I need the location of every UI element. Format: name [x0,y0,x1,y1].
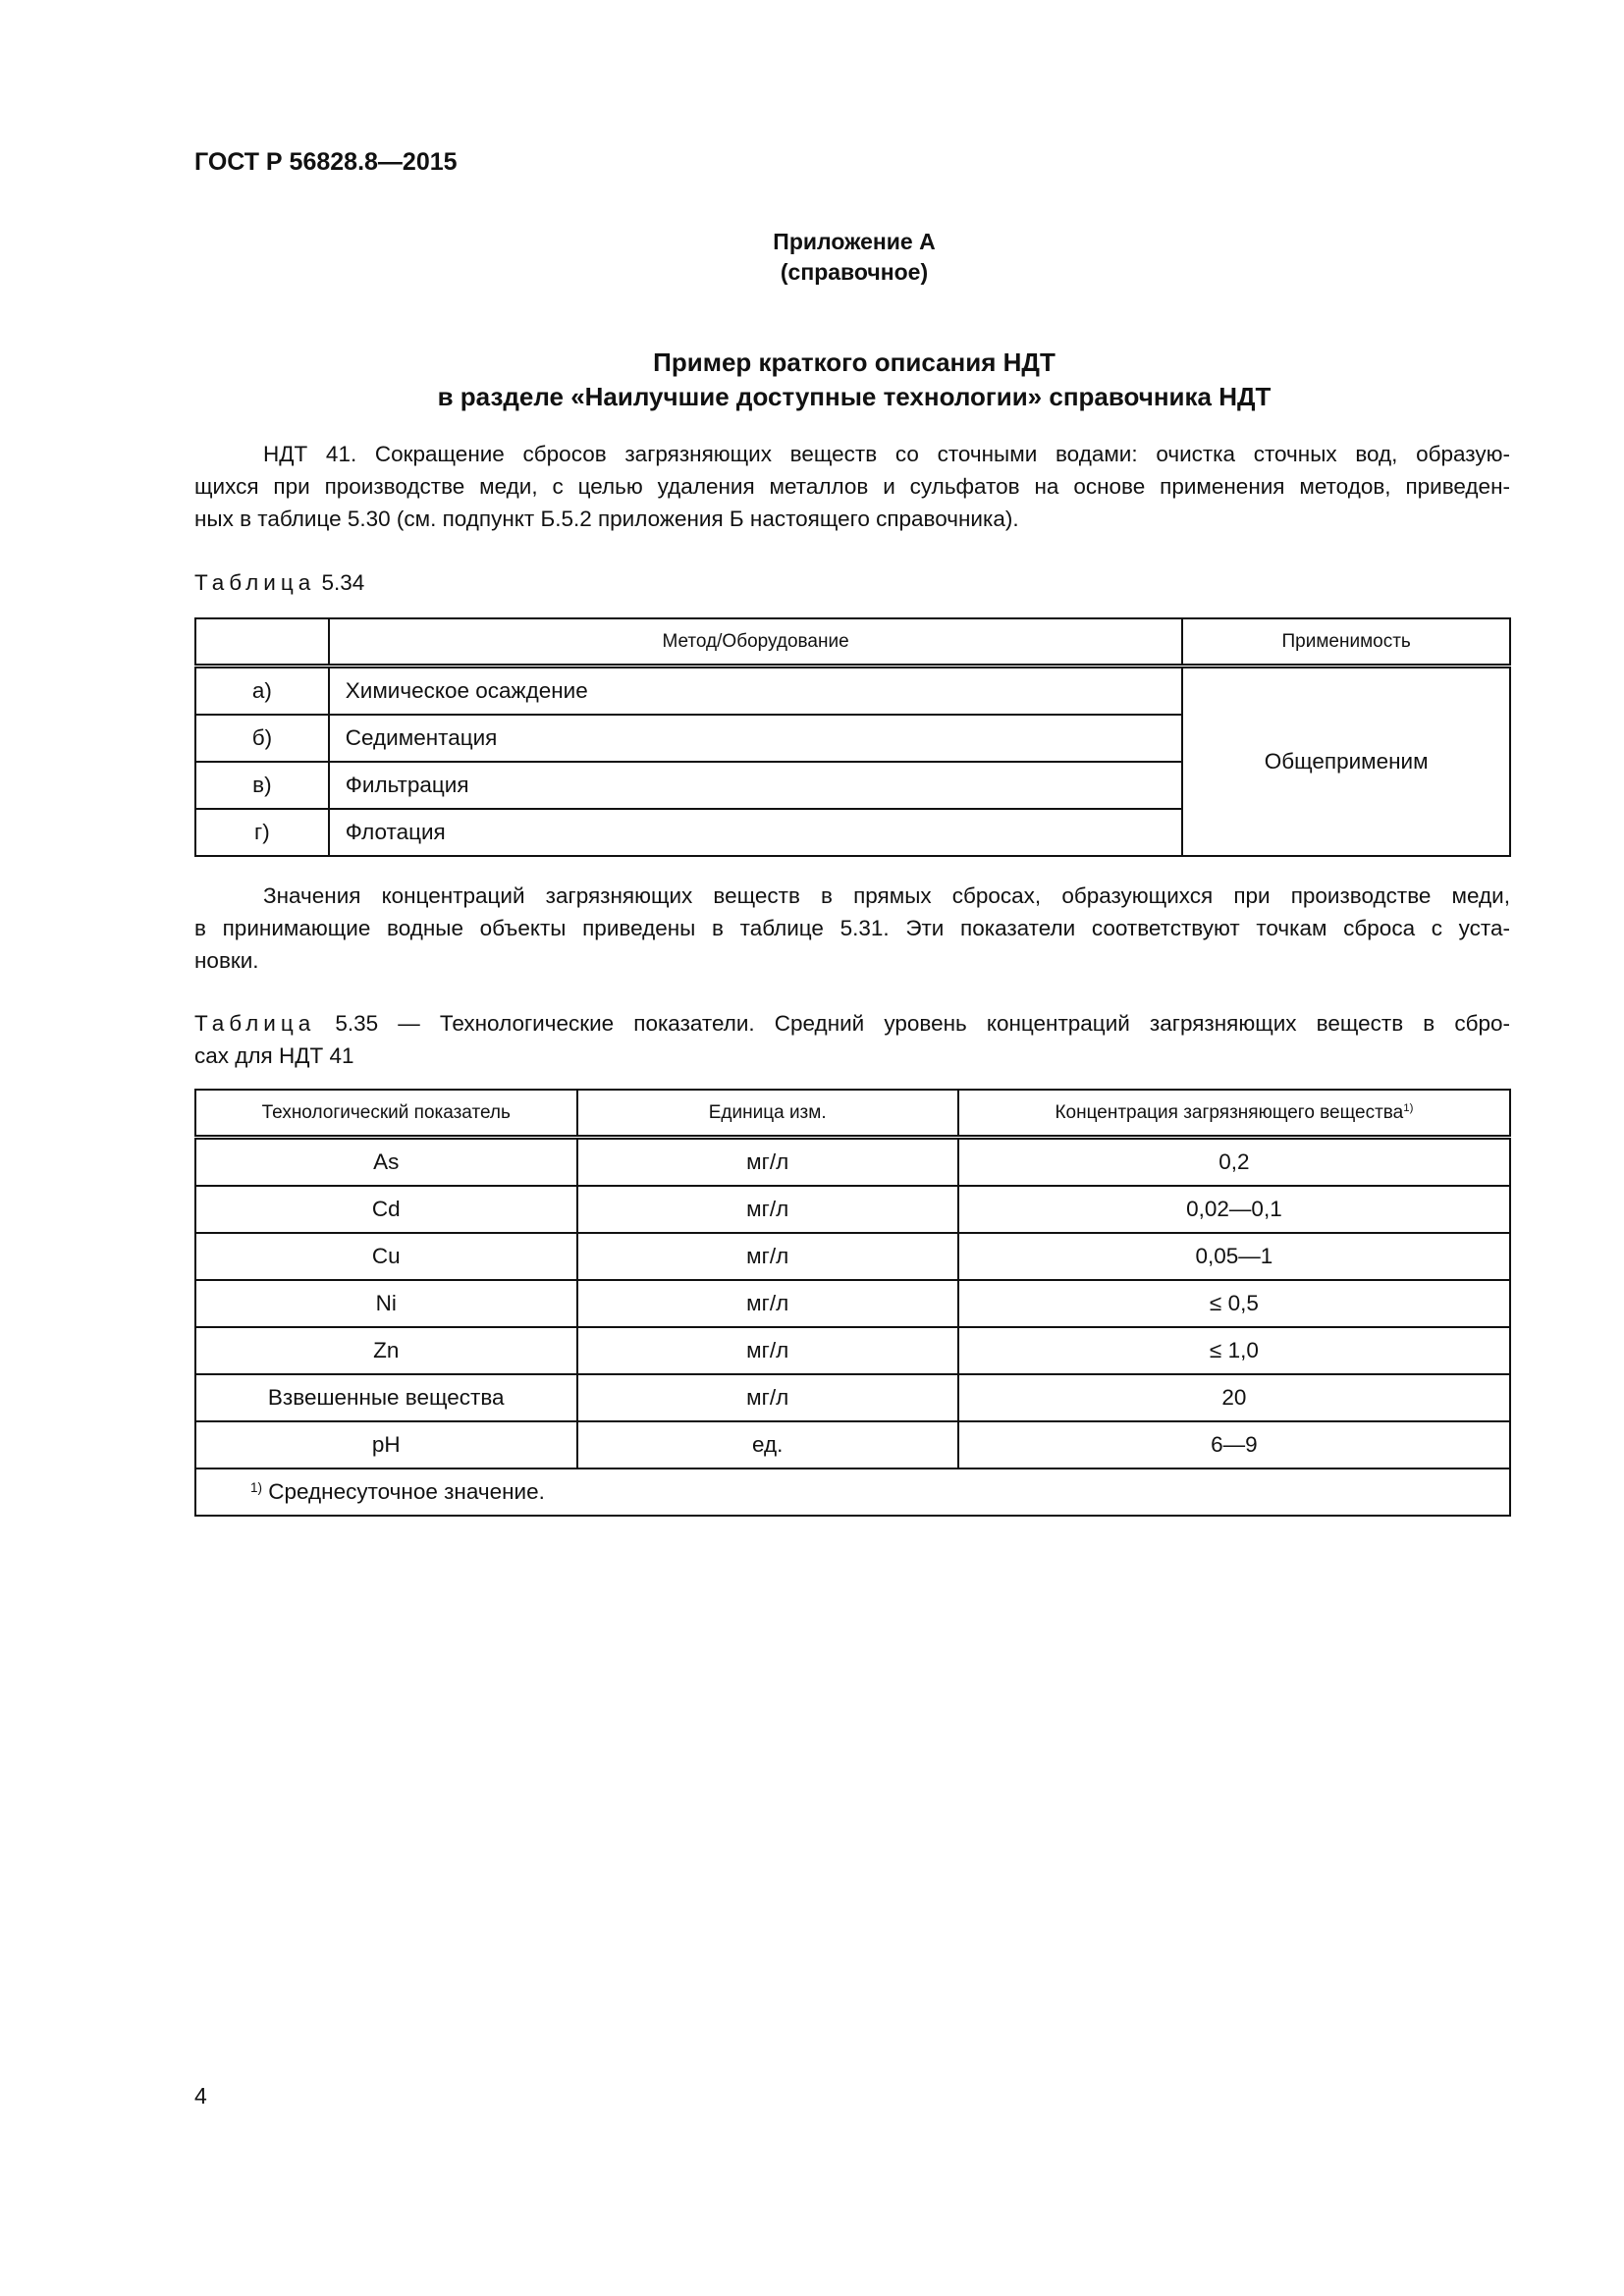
table-row [195,1138,1510,1187]
row-method: Флотация [329,809,1183,856]
column-header-unit: Единица изм. [577,1090,958,1138]
column-header-concentration-label: Концентрация загрязняющего вещества [1055,1101,1404,1123]
paragraph-line: Значения концентраций загрязняющих веществ в прямых сбросах, образующихся при производстве меди, [263,883,1510,908]
value-cell: 0,02—0,1 [958,1186,1510,1233]
annex-kind: (справочное) [780,259,929,285]
column-header-indicator: Технологический показатель [195,1090,577,1138]
table-row [195,1374,1510,1421]
table-5-34-caption [194,566,364,599]
table-footnote [195,1468,1510,1516]
table-caption-number: 5.35 [335,1011,379,1036]
row-method: Химическое осаждение [329,667,1183,716]
unit-cell: мг/л [577,1138,958,1187]
row-method: Седиментация [329,715,1183,762]
row-letter: а) [195,667,329,716]
value-cell: 20 [958,1374,1510,1421]
indicator-cell: As [195,1138,577,1187]
paragraph-line: новки. [194,948,259,973]
footnote-mark: 1) [250,1480,263,1495]
column-header-blank [195,618,329,667]
indicator-cell: Zn [195,1327,577,1374]
standard-code: ГОСТ Р 56828.8—2015 [194,148,458,176]
paragraph-ndt-41 [194,438,1510,535]
table-row [195,1421,1510,1468]
table-5-35 [194,1089,1511,1517]
paragraph-line: в принимающие водные объекты приведены в таблице 5.31. Эти показатели соответствуют точкам сброса с уста- [194,916,1510,940]
table-5-34 [194,617,1511,857]
unit-cell: мг/л [577,1280,958,1327]
table-caption-prefix: Таблица [194,570,316,595]
table-row [195,1280,1510,1327]
indicator-cell: Ni [195,1280,577,1327]
document-title-line-2: в разделе «Наилучшие доступные технологии» справочника НДТ [437,382,1272,411]
value-cell: 0,05—1 [958,1233,1510,1280]
annex-title: Приложение А [773,229,936,254]
table-caption-number: 5.34 [321,570,365,595]
unit-cell: мг/л [577,1327,958,1374]
unit-cell: ед. [577,1421,958,1468]
page-number: 4 [194,2083,207,2109]
value-cell: ≤ 1,0 [958,1327,1510,1374]
value-cell: 0,2 [958,1138,1510,1187]
indicator-cell: Cu [195,1233,577,1280]
document-title-line-1: Пример краткого описания НДТ [653,347,1056,377]
paragraph-concentrations [194,880,1510,977]
table-footnote-row [195,1468,1510,1516]
table-row [195,1327,1510,1374]
table-row [195,667,1510,716]
paragraph-line: НДТ 41. Сокращение сбросов загрязняющих веществ со сточными водами: очистка сточных вод, образую- [263,442,1510,466]
applicability-value: Общеприменим [1182,667,1510,857]
row-letter: в) [195,762,329,809]
table-caption-line [194,1007,1510,1040]
row-method: Фильтрация [329,762,1183,809]
indicator-cell: Cd [195,1186,577,1233]
unit-cell: мг/л [577,1374,958,1421]
column-header-method: Метод/Оборудование [329,618,1183,667]
row-letter: б) [195,715,329,762]
value-cell: 6—9 [958,1421,1510,1468]
table-caption-text: — Технологические показатели. Средний уровень концентраций загрязняющих веществ в сбро- [378,1011,1510,1036]
table-header-row [195,1090,1510,1138]
indicator-cell: pH [195,1421,577,1468]
table-row [195,1233,1510,1280]
footnote-reference: 1) [1403,1101,1414,1114]
column-header-concentration [958,1090,1510,1138]
indicator-cell: Взвешенные вещества [195,1374,577,1421]
value-cell: ≤ 0,5 [958,1280,1510,1327]
paragraph-line: щихся при производстве меди, с целью удаления металлов и сульфатов на основе применения методов, приведен- [194,474,1510,499]
row-letter: г) [195,809,329,856]
table-row [195,1186,1510,1233]
table-caption-line: сах для НДТ 41 [194,1043,354,1068]
table-5-35-caption [194,1007,1510,1072]
paragraph-line: ных в таблице 5.30 (см. подпункт Б.5.2 приложения Б настоящего справочника). [194,507,1019,531]
column-header-applicability: Применимость [1182,618,1510,667]
footnote-text: Среднесуточное значение. [262,1479,545,1504]
unit-cell: мг/л [577,1233,958,1280]
table-caption-prefix: Таблица [194,1011,316,1036]
unit-cell: мг/л [577,1186,958,1233]
table-header-row [195,618,1510,667]
